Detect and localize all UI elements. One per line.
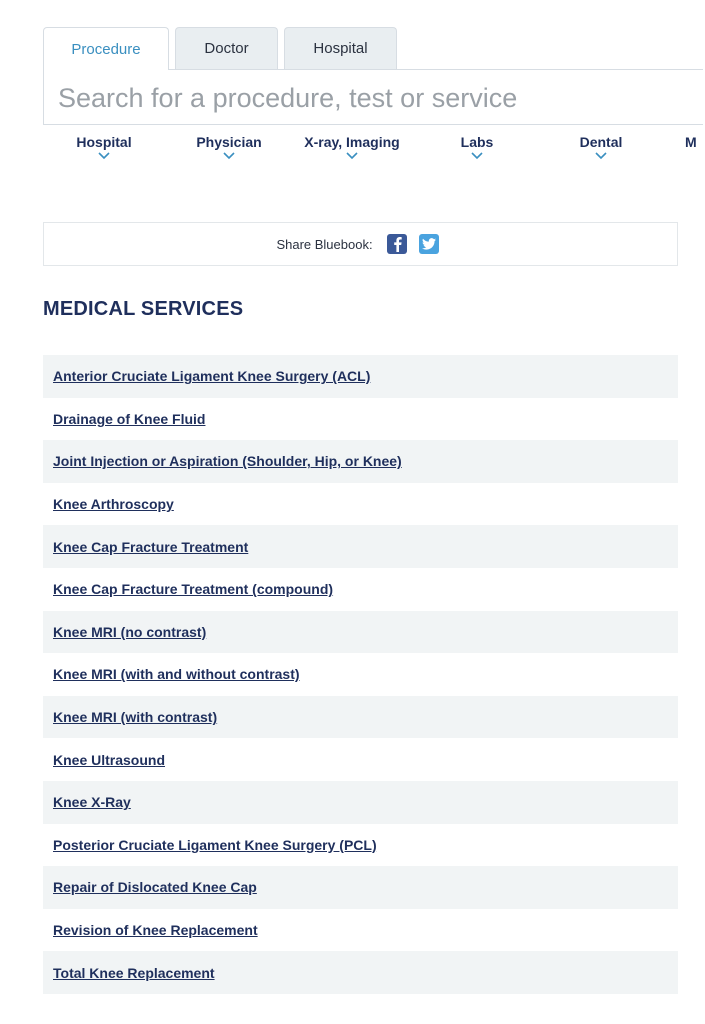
medical-services-list bbox=[43, 355, 678, 994]
chevron-down-icon bbox=[345, 151, 359, 161]
list-item bbox=[43, 824, 678, 867]
service-link[interactable]: Knee X-Ray bbox=[53, 794, 131, 811]
list-item bbox=[43, 568, 678, 611]
category-label: Physician bbox=[196, 134, 262, 150]
service-link[interactable]: Joint Injection or Aspiration (Shoulder, Hip, or Knee) bbox=[53, 453, 402, 470]
category-label: Labs bbox=[460, 134, 494, 150]
service-link[interactable]: Anterior Cruciate Ligament Knee Surgery (ACL) bbox=[53, 368, 371, 385]
search-input[interactable] bbox=[44, 70, 684, 126]
service-link[interactable]: Repair of Dislocated Knee Cap bbox=[53, 879, 257, 896]
list-item bbox=[43, 355, 678, 398]
category-labs[interactable] bbox=[427, 134, 527, 161]
list-item bbox=[43, 738, 678, 781]
category-xray-imaging[interactable] bbox=[302, 134, 402, 161]
category-nav bbox=[43, 134, 703, 174]
search-box bbox=[43, 69, 703, 125]
facebook-icon[interactable] bbox=[387, 234, 407, 254]
list-item bbox=[43, 866, 678, 909]
list-item bbox=[43, 525, 678, 568]
list-item bbox=[43, 951, 678, 994]
category-label: M bbox=[685, 134, 697, 150]
service-link[interactable]: Knee Cap Fracture Treatment (compound) bbox=[53, 581, 334, 598]
list-item bbox=[43, 398, 678, 441]
service-link[interactable]: Posterior Cruciate Ligament Knee Surgery (PCL) bbox=[53, 836, 377, 853]
category-label: X-ray, Imaging bbox=[304, 134, 400, 150]
service-link[interactable]: Knee MRI (no contrast) bbox=[53, 623, 207, 640]
category-physician[interactable] bbox=[179, 134, 279, 161]
service-link[interactable]: Knee Cap Fracture Treatment bbox=[53, 538, 249, 555]
search-tabs bbox=[43, 27, 403, 70]
share-bar bbox=[43, 222, 678, 266]
chevron-down-icon bbox=[470, 151, 484, 161]
category-dental[interactable] bbox=[551, 134, 651, 161]
list-item bbox=[43, 483, 678, 526]
service-link[interactable]: Knee MRI (with contrast) bbox=[53, 709, 218, 726]
category-label: Hospital bbox=[76, 134, 132, 150]
twitter-bird-glyph bbox=[422, 238, 436, 250]
list-item bbox=[43, 440, 678, 483]
list-item bbox=[43, 696, 678, 739]
category-hospital[interactable] bbox=[54, 134, 154, 161]
list-item bbox=[43, 781, 678, 824]
tab-hospital[interactable]: Hospital bbox=[284, 27, 397, 69]
list-item bbox=[43, 653, 678, 696]
service-link[interactable]: Knee MRI (with and without contrast) bbox=[53, 666, 300, 683]
service-link[interactable]: Revision of Knee Replacement bbox=[53, 922, 258, 939]
service-link[interactable]: Total Knee Replacement bbox=[53, 964, 215, 981]
chevron-down-icon bbox=[97, 151, 111, 161]
list-item bbox=[43, 909, 678, 952]
share-label: Share Bluebook: bbox=[276, 236, 373, 252]
tab-procedure[interactable]: Procedure bbox=[43, 27, 169, 70]
section-title: MEDICAL SERVICES bbox=[43, 298, 244, 320]
service-link[interactable]: Drainage of Knee Fluid bbox=[53, 410, 206, 427]
service-link[interactable]: Knee Arthroscopy bbox=[53, 496, 174, 513]
tab-doctor[interactable]: Doctor bbox=[175, 27, 278, 69]
list-item bbox=[43, 611, 678, 654]
category-label: Dental bbox=[579, 134, 623, 150]
facebook-glyph bbox=[391, 236, 403, 252]
service-link[interactable]: Knee Ultrasound bbox=[53, 751, 166, 768]
category-more[interactable] bbox=[685, 134, 705, 150]
chevron-down-icon bbox=[594, 151, 608, 161]
chevron-down-icon bbox=[222, 151, 236, 161]
twitter-icon[interactable] bbox=[419, 234, 439, 254]
